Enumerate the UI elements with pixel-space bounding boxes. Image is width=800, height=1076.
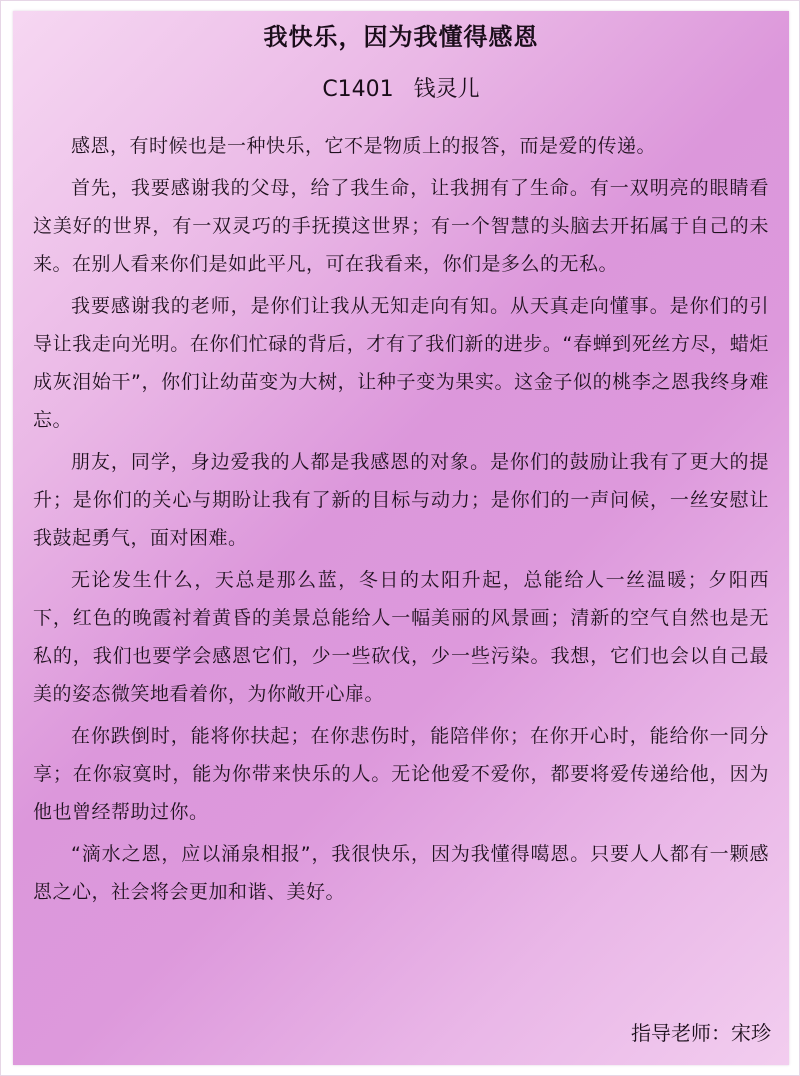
paragraph: 朋友，同学，身边爱我的人都是我感恩的对象。是你们的鼓励让我有了更大的提升；是你们的关心与期盼让我有了新的目标与动力；是你们的一声问候，一丝安慰让我鼓起勇气，面对困难。 (33, 451, 769, 549)
author-name: 钱灵儿 (413, 77, 480, 102)
paragraph: “滴水之恩，应以涌泉相报”，我很快乐，因为我懂得噶恩。只要人人都有一颗感恩之心，社会将会更加和谐、美好。 (33, 843, 769, 903)
paragraph: 首先，我要感谢我的父母，给了我生命，让我拥有了生命。有一双明亮的眼睛看这美好的世界，有一双灵巧的手抚摸这世界；有一个智慧的头脑去开拓属于自己的未来。在别人看来你们是如此平凡，可在我看来，你们是多么的无私。 (33, 177, 769, 275)
class-code: C1401 (322, 77, 394, 102)
paragraph: 感恩，有时候也是一种快乐，它不是物质上的报答，而是爱的传递。 (71, 135, 657, 157)
essay-title: 我快乐，因为我懂得感恩 (263, 23, 539, 51)
paragraph: 在你跌倒时，能将你扶起；在你悲伤时，能陪伴你；在你开心时，能给你一同分享；在你寂寞时，能为你带来快乐的人。无论他爱不爱你，都要将爱传递给他，因为他也曾经帮助过你。 (33, 725, 769, 823)
paragraph: 无论发生什么，天总是那么蓝，冬日的太阳升起，总能给人一丝温暖；夕阳西下，红色的晚霞衬着黄昏的美景总能给人一幅美丽的风景画；清新的空气自然也是无私的，我们也要学会感恩它们，少一些砍伐，少一些污染。我想，它们也会以自己最美的姿态微笑地看着你，为你敞开心扉。 (33, 569, 769, 705)
essay-body (33, 127, 769, 915)
paragraph: 我要感谢我的老师，是你们让我从无知走向有知。从天真走向懂事。是你们的引导让我走向光明。在你们忙碌的背后，才有了我们新的进步。“春蝉到死丝方尽，蜡炬成灰泪始干”，你们让幼苗变为大树，让种子变为果实。这金子似的桃李之恩我终身难忘。 (33, 295, 769, 431)
teacher-signature: 指导老师：宋珍 (631, 1021, 771, 1045)
essay-paper (13, 11, 789, 1065)
author-line (13, 75, 789, 105)
